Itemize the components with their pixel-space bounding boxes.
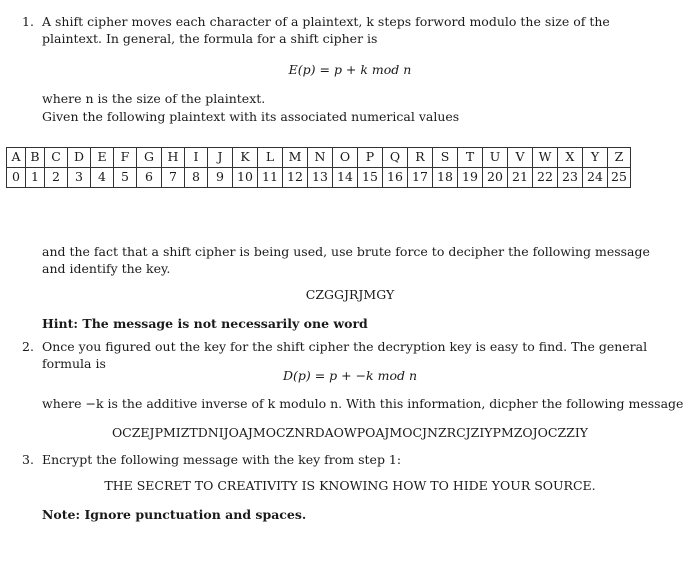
value-cell: 25 [608, 168, 631, 188]
brute-force-instructions: and the fact that a shift cipher is being used, use brute force to decipher the following message and identify the key. [42, 244, 650, 276]
question-2-intro: Once you figured out the key for the shift cipher the decryption key is easy to find. The general formula is [42, 339, 648, 371]
plaintext-message: THE SECRET TO CREATIVITY IS KNOWING HOW TO HIDE YOUR SOURCE. [104, 478, 596, 493]
letter-cell: N [308, 148, 333, 168]
given-plaintext-text: Given the following plaintext with its associated numerical values [42, 109, 460, 124]
values-row [7, 168, 631, 188]
encryption-formula: E(p) = p + k mod n [288, 62, 412, 77]
letter-cell: O [333, 148, 358, 168]
letter-cell: I [185, 148, 208, 168]
letter-cell: T [458, 148, 483, 168]
letter-cell: V [508, 148, 533, 168]
value-cell: 9 [208, 168, 233, 188]
question-1-intro: A shift cipher moves each character of a plaintext, k steps forword modulo the size of the plaintext. In general, the formula for a shift cipher is [42, 14, 610, 46]
letter-cell: J [208, 148, 233, 168]
value-cell: 24 [583, 168, 608, 188]
where-n-text: where n is the size of the plaintext. [42, 91, 266, 106]
letter-cell: G [137, 148, 162, 168]
additive-inverse-text: where −k is the additive inverse of k modulo n. With this information, dicpher the following message [42, 396, 684, 411]
letter-cell: Y [583, 148, 608, 168]
note-text: Note: Ignore punctuation and spaces. [42, 507, 307, 522]
letters-row [7, 148, 631, 168]
value-cell: 21 [508, 168, 533, 188]
value-cell: 0 [7, 168, 26, 188]
letter-cell: Z [608, 148, 631, 168]
value-cell: 2 [45, 168, 68, 188]
value-cell: 16 [383, 168, 408, 188]
letter-cell: Q [383, 148, 408, 168]
question-3-intro: Encrypt the following message with the key from step 1: [42, 452, 402, 467]
letter-cell: C [45, 148, 68, 168]
cipher-text-2: OCZEJPMIZTDNIJOAJMOCZNRDAOWPOAJMOCJNZRCJZIYPMZOJOCZZIY [111, 425, 589, 440]
value-cell: 5 [114, 168, 137, 188]
letter-cell: W [533, 148, 558, 168]
value-cell: 11 [258, 168, 283, 188]
letter-cell: K [233, 148, 258, 168]
cipher-text-1: CZGGJRJMGY [305, 287, 395, 302]
letter-cell: X [558, 148, 583, 168]
letter-cell: D [68, 148, 91, 168]
letter-cell: U [483, 148, 508, 168]
letter-cell: F [114, 148, 137, 168]
letter-cell: P [358, 148, 383, 168]
letter-cell: E [91, 148, 114, 168]
value-cell: 15 [358, 168, 383, 188]
question-3 [22, 452, 670, 469]
letter-cell: R [408, 148, 433, 168]
letter-cell: S [433, 148, 458, 168]
question-1-number: 1. [22, 14, 34, 29]
letter-cell: H [162, 148, 185, 168]
value-cell: 18 [433, 168, 458, 188]
question-3-number: 3. [22, 452, 34, 467]
value-cell: 12 [283, 168, 308, 188]
question-1 [22, 14, 670, 48]
value-cell: 3 [68, 168, 91, 188]
value-cell: 13 [308, 168, 333, 188]
decryption-formula: D(p) = p + −k mod n [282, 368, 418, 383]
value-cell: 14 [333, 168, 358, 188]
hint-text: Hint: The message is not necessarily one word [42, 316, 368, 331]
letter-cell: B [26, 148, 45, 168]
value-cell: 19 [458, 168, 483, 188]
letter-cell: L [258, 148, 283, 168]
letter-cell: A [7, 148, 26, 168]
value-cell: 8 [185, 168, 208, 188]
value-cell: 1 [26, 168, 45, 188]
value-cell: 10 [233, 168, 258, 188]
value-cell: 20 [483, 168, 508, 188]
letter-cell: M [283, 148, 308, 168]
alphabet-table [6, 147, 631, 188]
value-cell: 23 [558, 168, 583, 188]
value-cell: 4 [91, 168, 114, 188]
value-cell: 6 [137, 168, 162, 188]
value-cell: 17 [408, 168, 433, 188]
question-2-number: 2. [22, 339, 34, 354]
value-cell: 22 [533, 168, 558, 188]
value-cell: 7 [162, 168, 185, 188]
